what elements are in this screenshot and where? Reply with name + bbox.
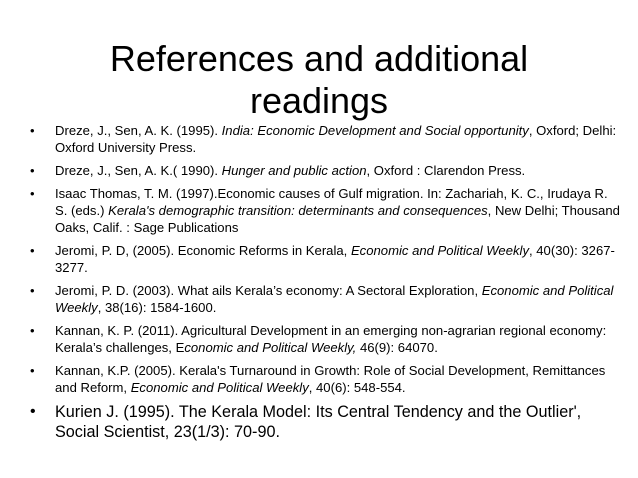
list-item	[30, 402, 620, 442]
reference-text: Isaac Thomas, T. M. (1997).Economic causes of Gulf migration. In: Zachariah, K. C., Irudaya R. S. (eds.)	[55, 186, 608, 218]
reference-italic-text: Kerala's demographic transition: determinants and consequences	[108, 203, 488, 218]
reference-italic-text: Economic and Political Weekly	[55, 283, 614, 315]
list-item	[30, 162, 620, 179]
reference-italic-text: Economic and Political Weekly	[130, 380, 309, 395]
title-line-2: readings	[249, 80, 389, 122]
list-item	[30, 122, 620, 156]
reference-italic-text: conomic and Political Weekly,	[184, 340, 357, 355]
bullet-icon: •	[30, 123, 35, 138]
reference-text: Jeromi, P. D, (2005). Economic Reforms in Kerala,	[55, 243, 351, 258]
bullet-icon: •	[30, 403, 36, 420]
reference-text: , 38(16): 1584-1600.	[97, 300, 217, 315]
list-item	[30, 185, 620, 236]
list-item	[30, 362, 620, 396]
bullet-icon: •	[30, 186, 35, 201]
reference-text: Kurien J. (1995). The Kerala Model: Its Central Tendency and the Outlier', Social Scientist, 23(1/3): 70-90.	[55, 403, 582, 441]
reference-text: , Oxford; Delhi: Oxford University Press.	[55, 123, 617, 155]
reference-text: , 40(30): 3267-3277.	[55, 243, 615, 275]
reference-text: Kannan, K.P. (2005). Kerala's Turnaround in Growth: Role of Social Development, Remittances and Reform,	[55, 363, 606, 395]
list-item	[30, 282, 620, 316]
reference-italic-text: Economic and Political Weekly	[350, 243, 529, 258]
bullet-icon: •	[30, 323, 35, 338]
bullet-icon: •	[30, 363, 35, 378]
reference-text: Kannan, K. P. (2011). Agricultural Development in an emerging non-agrarian regional economy: Kerala’s challenges, E	[55, 323, 607, 355]
reference-italic-text: Hunger and public action	[221, 163, 367, 178]
reference-text: , 40(6): 548-554.	[308, 380, 406, 395]
reference-italic-text: India: Economic Development and Social opportunity	[221, 123, 529, 138]
reference-text: Jeromi, P. D. (2003). What ails Kerala’s economy: A Sectoral Exploration,	[55, 283, 482, 298]
reference-text: Dreze, J., Sen, A. K. (1995).	[55, 123, 222, 138]
bullet-icon: •	[30, 163, 35, 178]
reference-text: , Oxford : Clarendon Press.	[366, 163, 526, 178]
bullet-icon: •	[30, 243, 35, 258]
list-item	[30, 242, 620, 276]
reference-text: 46(9): 64070.	[356, 340, 438, 355]
list-item	[30, 322, 620, 356]
bullet-icon: •	[30, 283, 35, 298]
title-line-1: References and additional	[109, 38, 529, 80]
reference-text: Dreze, J., Sen, A. K.( 1990).	[55, 163, 222, 178]
reference-list	[30, 122, 620, 448]
reference-text: , New Delhi; Thousand Oaks, Calif. : Sage Publications	[55, 203, 620, 235]
page-title	[60, 38, 578, 122]
